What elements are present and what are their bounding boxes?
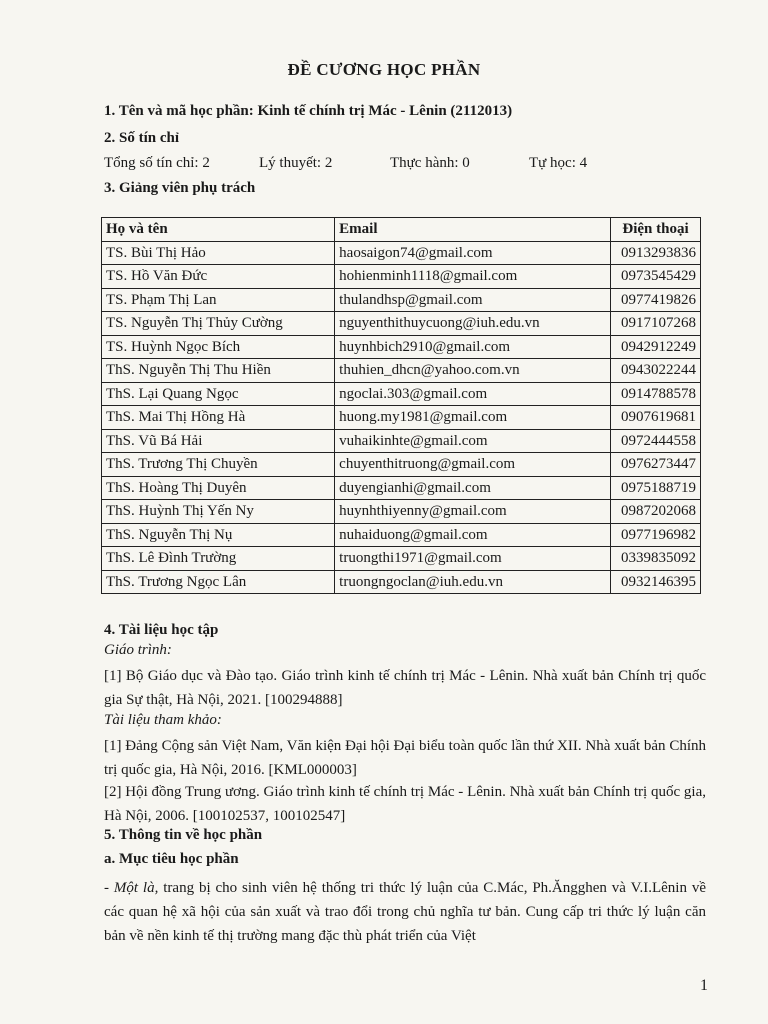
lecturer-name: ThS. Lê Đình Trường (102, 547, 335, 571)
lecturer-email: thuhien_dhcn@yahoo.com.vn (335, 359, 611, 383)
section-course-info-heading: 5. Thông tin về học phần (104, 827, 263, 843)
credits-practice: Thực hành: 0 (390, 155, 470, 171)
lecturer-email: hohienminh1118@gmail.com (335, 265, 611, 289)
lecturer-name: ThS. Trương Ngọc Lân (102, 570, 335, 594)
lecturer-name: ThS. Mai Thị Hồng Hà (102, 406, 335, 430)
table-header-row (102, 218, 701, 242)
table-row (102, 241, 701, 265)
lecturer-name: ThS. Lại Quang Ngọc (102, 382, 335, 406)
lecturer-email: nguyenthithuycuong@iuh.edu.vn (335, 312, 611, 336)
section-lecturers-heading: 3. Giảng viên phụ trách (104, 180, 256, 196)
table-row (102, 429, 701, 453)
lecturer-name: ThS. Nguyễn Thị Thu Hiền (102, 359, 335, 383)
table-row (102, 476, 701, 500)
credits-self-study: Tự học: 4 (529, 155, 588, 171)
lecturer-email: chuyenthitruong@gmail.com (335, 453, 611, 477)
header-phone: Điện thoại (611, 218, 701, 242)
reference-label: Tài liệu tham khảo: (104, 712, 222, 728)
table-body (102, 241, 701, 594)
lecturer-phone: 0907619681 (611, 406, 701, 430)
lecturer-email: huynhbich2910@gmail.com (335, 335, 611, 359)
lecturer-phone: 0913293836 (611, 241, 701, 265)
lecturer-email: truongngoclan@iuh.edu.vn (335, 570, 611, 594)
lecturer-phone: 0917107268 (611, 312, 701, 336)
lecturer-email: huynhthiyenny@gmail.com (335, 500, 611, 524)
header-email: Email (335, 218, 611, 242)
lecturer-name: ThS. Huỳnh Thị Yến Ny (102, 500, 335, 524)
lecturer-phone: 0972444558 (611, 429, 701, 453)
lecturer-phone: 0943022244 (611, 359, 701, 383)
lecturer-name: ThS. Hoàng Thị Duyên (102, 476, 335, 500)
section-objectives-heading: a. Mục tiêu học phần (104, 851, 239, 867)
lecturer-name: ThS. Nguyễn Thị Nụ (102, 523, 335, 547)
objective-lead: - Một là, (104, 880, 159, 896)
lecturer-email: truongthi1971@gmail.com (335, 547, 611, 571)
section-materials-heading: 4. Tài liệu học tập (104, 622, 219, 638)
lecturer-name: TS. Nguyễn Thị Thủy Cường (102, 312, 335, 336)
lecturer-phone: 0976273447 (611, 453, 701, 477)
table-row (102, 453, 701, 477)
page-number: 1 (700, 977, 708, 994)
lecturer-email: ngoclai.303@gmail.com (335, 382, 611, 406)
objective-text: trang bị cho sinh viên hệ thống tri thức lý luận của C.Mác, Ph.Ăngghen và V.I.Lênin về các quan hệ xã hội của sản xuất và trao đổi trong chủ nghĩa tư bản. Cung cấp tri thức lý luận căn bản về nền kinh tế thị trường mang đặc thù phát triển của Việt (104, 880, 707, 944)
lecturer-phone: 0973545429 (611, 265, 701, 289)
lecturer-email: huong.my1981@gmail.com (335, 406, 611, 430)
objective-paragraph (104, 876, 706, 948)
lecturer-name: ThS. Trương Thị Chuyền (102, 453, 335, 477)
lecturers-table (101, 217, 701, 594)
credits-total: Tổng số tín chỉ: 2 (104, 155, 210, 171)
lecturer-phone: 0977419826 (611, 288, 701, 312)
lecturer-email: vuhaikinhte@gmail.com (335, 429, 611, 453)
table-row (102, 523, 701, 547)
table-row (102, 359, 701, 383)
section-course-name: 1. Tên và mã học phần: Kinh tế chính trị Mác - Lênin (2112013) (104, 103, 513, 119)
reference-2: [2] Hội đồng Trung ương. Giáo trình kinh tế chính trị Mác - Lênin. Nhà xuất bản Chính trị quốc gia, Hà Nội, 2006. [100102537, 100102547] (104, 784, 706, 824)
credits-theory: Lý thuyết: 2 (259, 155, 333, 171)
lecturer-name: TS. Huỳnh Ngọc Bích (102, 335, 335, 359)
lecturer-name: TS. Hồ Văn Đức (102, 265, 335, 289)
textbook-1: [1] Bộ Giáo dục và Đào tạo. Giáo trình kinh tế chính trị Mác - Lênin. Nhà xuất bản Chính trị quốc gia Sự thật, Hà Nội, 2021. [100294888] (104, 668, 706, 708)
lecturer-phone: 0932146395 (611, 570, 701, 594)
lecturer-email: duyengianhi@gmail.com (335, 476, 611, 500)
table-row (102, 406, 701, 430)
lecturer-phone: 0339835092 (611, 547, 701, 571)
lecturer-phone: 0942912249 (611, 335, 701, 359)
table-row (102, 288, 701, 312)
lecturer-phone: 0977196982 (611, 523, 701, 547)
lecturer-name: TS. Bùi Thị Hảo (102, 241, 335, 265)
textbook-label: Giáo trình: (104, 642, 172, 658)
table-row (102, 382, 701, 406)
table-row (102, 547, 701, 571)
lecturer-phone: 0975188719 (611, 476, 701, 500)
table-row (102, 500, 701, 524)
header-name: Họ và tên (102, 218, 335, 242)
lecturer-name: TS. Phạm Thị Lan (102, 288, 335, 312)
section-credits-heading: 2. Số tín chỉ (104, 130, 180, 146)
table-row (102, 570, 701, 594)
lecturer-email: haosaigon74@gmail.com (335, 241, 611, 265)
lecturer-email: nuhaiduong@gmail.com (335, 523, 611, 547)
table-row (102, 265, 701, 289)
page-title: ĐỀ CƯƠNG HỌC PHẦN (287, 60, 481, 79)
lecturer-name: ThS. Vũ Bá Hải (102, 429, 335, 453)
lecturer-phone: 0987202068 (611, 500, 701, 524)
table-row (102, 312, 701, 336)
credits-line (104, 155, 587, 172)
lecturer-email: thulandhsp@gmail.com (335, 288, 611, 312)
lecturer-phone: 0914788578 (611, 382, 701, 406)
table-row (102, 335, 701, 359)
reference-1: [1] Đảng Cộng sản Việt Nam, Văn kiện Đại hội Đại biểu toàn quốc lần thứ XII. Nhà xuất bản Chính trị quốc gia, Hà Nội, 2016. [KML000003] (104, 738, 706, 778)
